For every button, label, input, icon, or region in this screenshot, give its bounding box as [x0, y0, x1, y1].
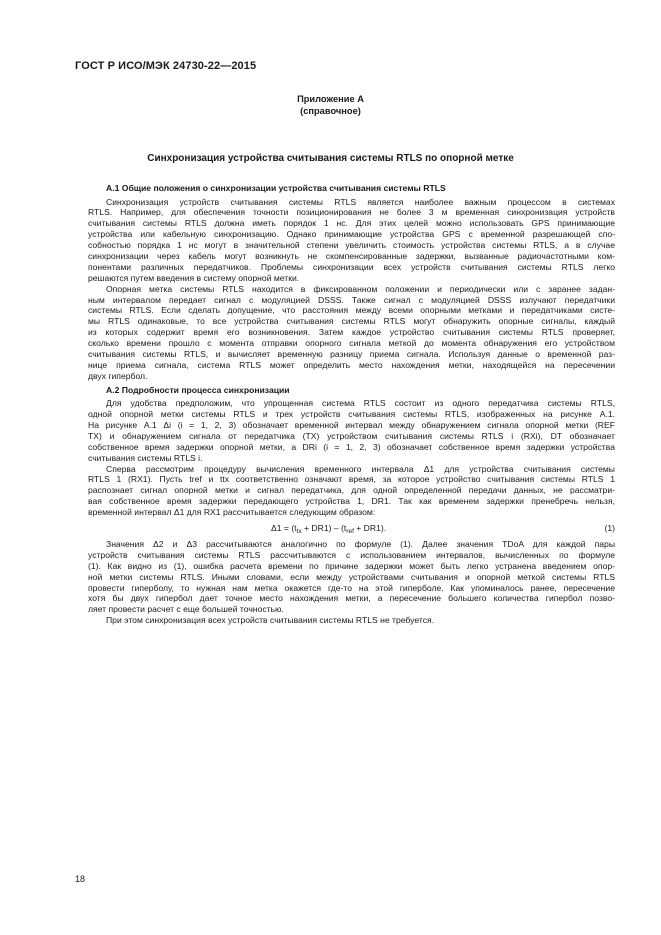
text-line: провести гиперболу, то нужная нам метка окажется где-то на этой гиперболе. Как упоминалось ранее, пересечение: [88, 582, 615, 593]
text-line: мы RTLS одинаковые, то все устройства считывания системы RTLS могут обнаружить опорные сигналы, каждый: [88, 316, 615, 327]
text-line: На рисунке А.1 Δi (i = 1, 2, 3) обозначает временной интервал между обнаружением сигнала опорной метки (REF: [88, 419, 615, 430]
text-line: устройств считывания системы RTLS рассчитываются с использованием интервалов, вычисленных по формуле: [88, 549, 615, 560]
text-line: системы RTLS. Если сделать допущение, что расстояния между всеми опорными метками и передатчиками систе-: [88, 305, 615, 316]
formula-expression: $\Delta 1 = (t_{tx} + DR1) - (t_{ref} + DR1)$.: [271, 523, 387, 535]
text-line: синхронизации через кабель могут возникнуть не скомпенсированные задержки, вызванные радиочастотными ком-: [88, 250, 615, 261]
section-heading-a2: А.2 Подробности процесса синхронизации: [106, 384, 290, 395]
text-line: Сперва рассмотрим процедуру вычисления временного интервала Δ1 для устройства считывания системы: [106, 463, 615, 474]
paragraph: [88, 539, 615, 615]
text-line: Значения Δ2 и Δ3 рассчитываются аналогично по формуле (1). Далее значения TDoA для каждой пары: [106, 539, 615, 549]
text-line: понентами различных передатчиков. Проблемы синхронизации всех устройств считывания системы RTLS легко: [88, 261, 615, 272]
appendix-heading: [0, 93, 661, 117]
paragraph: [88, 464, 615, 518]
text-line: Для удобства предположим, что упрощенная система RTLS состоит из одного передатчика системы RTLS,: [106, 398, 615, 409]
text-line: При этом синхронизация всех устройств считывания системы RTLS не требуется.: [106, 615, 435, 626]
appendix-label: Приложение А: [297, 94, 364, 104]
text-line: считывания системы RTLS, и вычисляет временную разницу приема сигнала. Используя данные о временной раз-: [88, 348, 615, 359]
text-line: вая собственное время задержки передающего устройства 1, DR1. Так как временем задержки пренебречь нельзя,: [88, 496, 615, 507]
text-line: ляет провести расчет с еще большей точностью.: [88, 604, 284, 615]
text-line: ным интервалом передает сигнал с модуляцией DSSS. Также сигнал с модуляцией DSSS излучают передатчики: [88, 294, 615, 305]
text-line: устройства или кабельную синхронизацию. Однако принимающие устройства GPS с временной разрешающей спо-: [88, 229, 615, 240]
text-line: ной метки системы RTLS. Иными словами, если между устройствами считывания и опорной меткой системы RTLS: [88, 571, 615, 582]
text-line: собственное время задержки опорной метки, а DRi (i = 1, 2, 3) обозначает собственное время задержки устройства: [88, 441, 615, 452]
text-line: (1). Как видно из (1), ошибка расчета времени по причине задержки может быть легко устранена введением опор-: [88, 560, 615, 571]
text-line: решаются путем введения в систему опорной метки.: [88, 272, 300, 283]
text-line: двух гипербол.: [88, 370, 148, 381]
text-line: Синхронизация устройств считывания системы RTLS является наиболее важным процессом в системах: [106, 196, 615, 207]
text-line: нице приема сигнала, система RTLS может определить место нахождения метки, находящейся на пересечении: [88, 359, 615, 370]
document-body: [88, 182, 615, 626]
text-line: из которых содержит время его возникновения. Затем каждое устройство считывания системы RTLS проверяет,: [88, 327, 615, 338]
text-line: распознает сигнал опорной метки и сигнал передатчика, для одной определенной передачи данных, не рассматри-: [88, 485, 615, 496]
text-line: считывания системы RTLS i.: [88, 452, 203, 463]
paragraph: [88, 197, 615, 284]
text-line: Опорная метка системы RTLS находится в фиксированном положении и периодически или с заранее задан-: [106, 283, 615, 294]
paragraph: [88, 284, 615, 382]
section-heading-a1: А.1 Общие положения о синхронизации устройства считывания системы RTLS: [106, 183, 446, 193]
page-number: 18: [75, 874, 86, 884]
formula-1: [88, 520, 615, 536]
formula-number: (1): [604, 523, 615, 533]
text-line: одной опорной метки системы RTLS и трех устройств считывания системы RTLS, изображенных на рисунке А.1.: [88, 409, 615, 420]
appendix-type: (справочное): [300, 106, 361, 116]
appendix-title: Синхронизация устройства считывания системы RTLS по опорной метке: [147, 153, 514, 164]
text-line: собностью порядка 1 нс могут в значительной степени увеличить стоимость устройства системы RTLS, а в случае: [88, 240, 615, 251]
paragraph: [88, 398, 615, 463]
text-line: TX) и обнаружением сигнала от передатчика (TX) устройством считывания системы RTLS i (RXi), DT обозначает: [88, 430, 615, 441]
text-line: RTLS 1 (RX1). Пусть tref и ttx соответственно означают время, за которое устройство считывания системы RTLS 1: [88, 474, 615, 485]
text-line: считывания системы RTLS должна иметь порядок 1 нс. Для этих целей можно использовать GPS принимающие: [88, 218, 615, 229]
document-header: ГОСТ Р ИСО/МЭК 24730-22—2015: [75, 60, 257, 72]
text-line: временной интервал Δ1 для RX1 рассчитывается следующим образом:: [88, 507, 376, 518]
paragraph: [88, 615, 615, 626]
text-line: RTLS. Например, для обеспечения точности позиционирования не более 3 м временная синхронизация устройств: [88, 207, 615, 218]
text-line: сколько времени прошло с момента отправки опорного сигнала меткой до момента обнаружения его устройством: [88, 338, 615, 349]
text-line: хотя бы двух гипербол дает точное место нахождения метки, а пересечение большего количества гипербол позво-: [88, 593, 615, 604]
